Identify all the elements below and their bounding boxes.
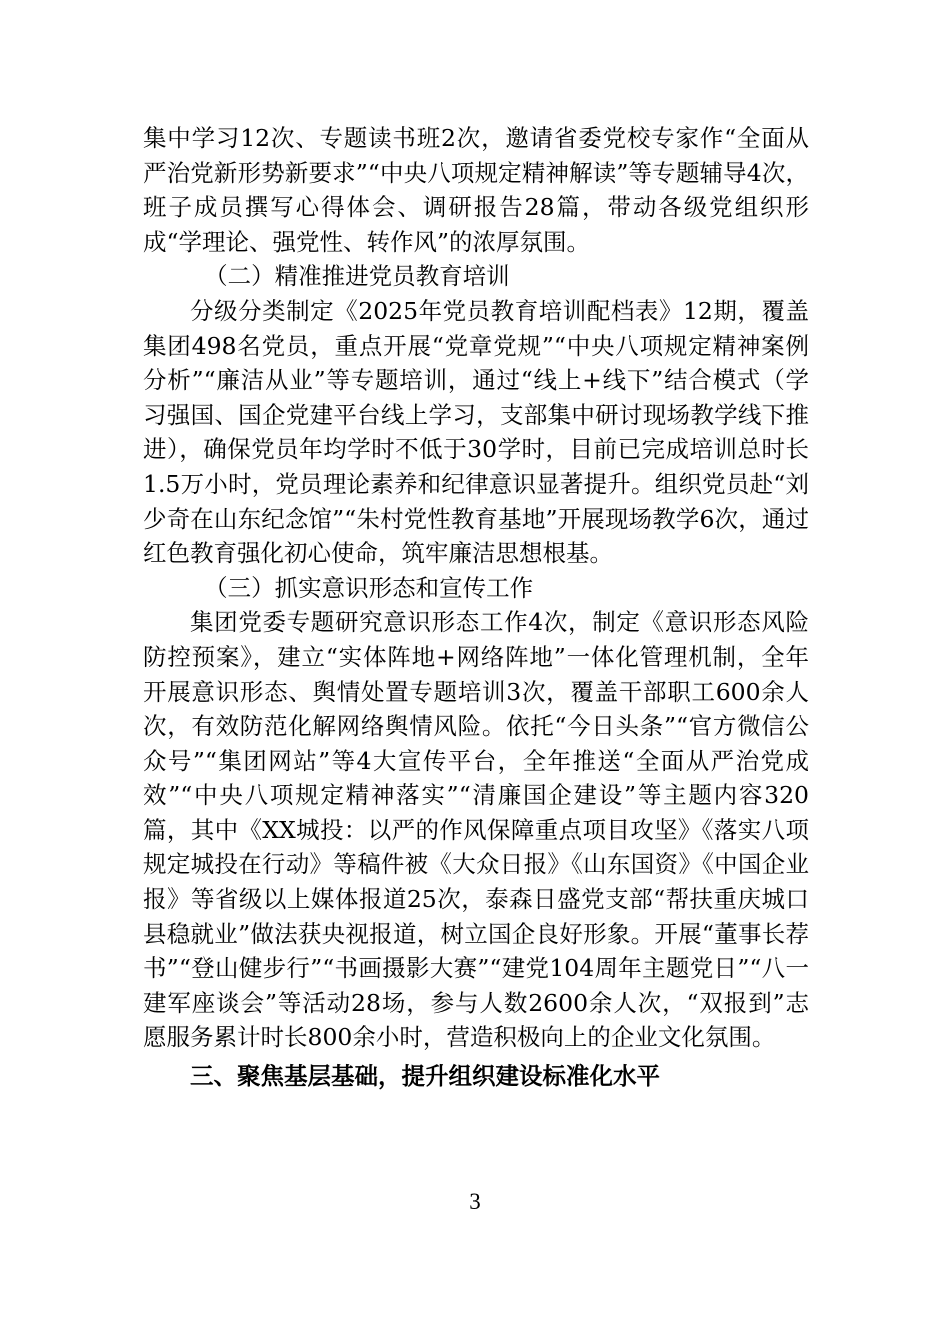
paragraph-study-summary: 集中学习12次、专题读书班2次，邀请省委党校专家作“全面从严治党新形势新要求”“中央八项规定精神解读”等专题辅导4次，班子成员撰写心得体会、调研报告28篇，带动各级党组织形成“学理论、强党性、转作风”的浓厚氛围。 xyxy=(143,124,809,256)
paragraph-ideology-publicity: 集团党委专题研究意识形态工作4次，制定《意识形态风险防控预案》，建立“实体阵地+网络阵地”一体化管理机制，全年开展意识形态、舆情处置专题培训3次，覆盖干部职工600余人次，有效防范化解网络舆情风险。依托“今日头条”“官方微信公众号”“集团网站”等4大宣传平台，全年推送“全面从严治党成效”“中央八项规定精神落实”“清廉国企建设”等主题内容320篇，其中《XX城投：以严的作风保障重点项目攻坚》《落实八项规定城投在行动》等稿件被《大众日报》《山东国资》《中国企业报》等省级以上媒体报道25次，泰森日盛党支部“帮扶重庆城口县稳就业”做法获央视报道，树立国企良好形象。开展“董事长荐书”“登山健步行”“书画摄影大赛”“建党104周年主题党日”“八一建军座谈会”等活动28场，参与人数2600余人次，“双报到”志愿服务累计时长800余小时，营造积极向上的企业文化氛围。 xyxy=(143,608,809,1052)
paragraph-party-member-training: 分级分类制定《2025年党员教育培训配档表》12期，覆盖集团498名党员，重点开展“党章党规”“中央八项规定精神案例分析”“廉洁从业”等专题培训，通过“线上+线下”结合模式（学习强国、国企党建平台线上学习，支部集中研讨现场教学线下推进），确保党员年均学时不低于30学时，目前已完成培训总时长1.5万小时，党员理论素养和纪律意识显著提升。组织党员赴“刘少奇在山东纪念馆”“朱村党性教育基地”开展现场教学6次，通过红色教育强化初心使命，筑牢廉洁思想根基。 xyxy=(143,296,809,568)
document-body xyxy=(143,121,809,1094)
subheading-party-member-training: （二）精准推进党员教育培训 xyxy=(204,262,510,291)
subheading-ideology-publicity: （三）抓实意识形态和宣传工作 xyxy=(204,573,534,602)
section-heading-grassroots: 三、聚焦基层基础，提升组织建设标准化水平 xyxy=(190,1062,660,1091)
page-number: 3 xyxy=(469,1189,481,1214)
